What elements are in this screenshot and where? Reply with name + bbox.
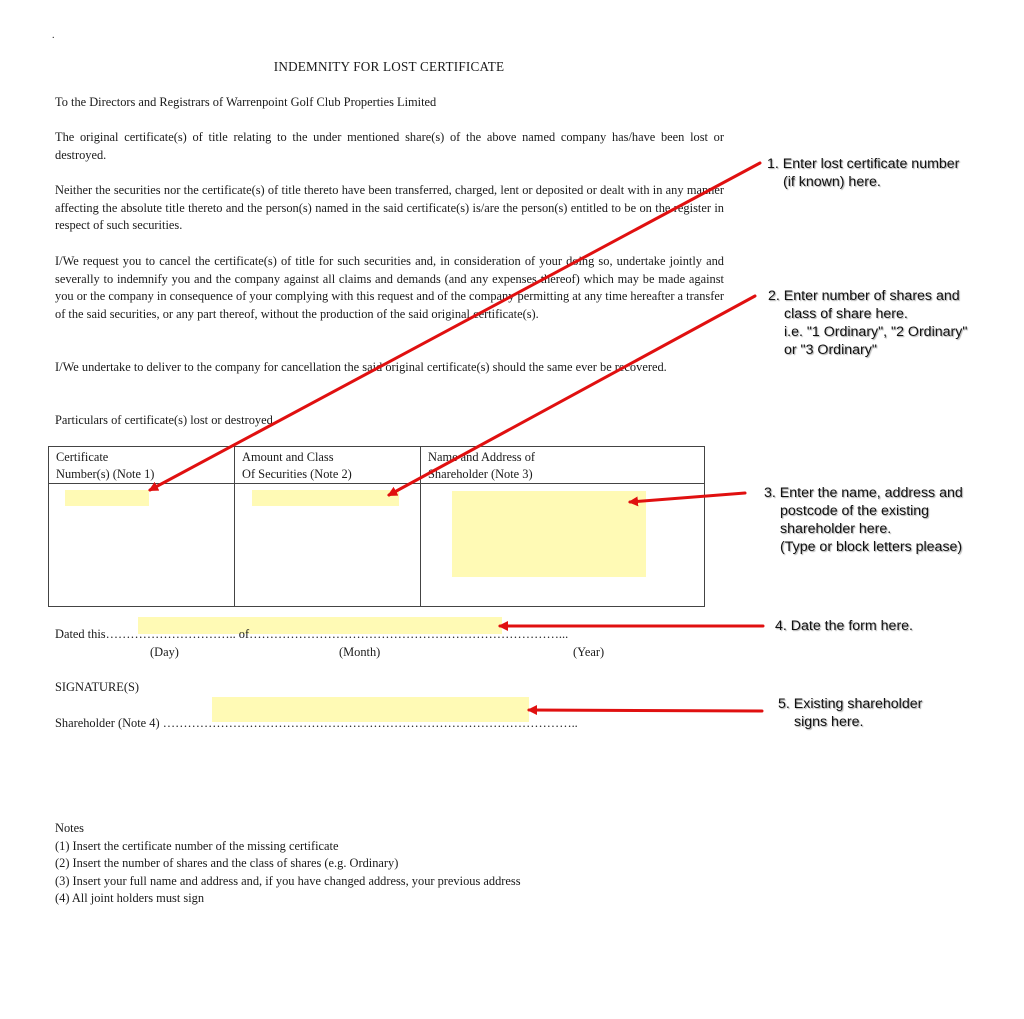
paragraph-lost: The original certificate(s) of title relating to the under mentioned share(s) of the above named company has/have been lost or destroyed. (55, 130, 724, 162)
instruction-3: 3. Enter the name, address and postcode of the existing shareholder here. (Type or block letters please) (764, 485, 963, 555)
table-column-divider (420, 447, 421, 606)
note-item: (2) Insert the number of shares and the class of shares (e.g. Ordinary) (55, 856, 399, 871)
paragraph-undertaking: I/We undertake to deliver to the company for cancellation the said original certificate(s) should the same ever be recovered. (55, 360, 667, 374)
instruction-5: 5. Existing shareholder signs here. (778, 696, 923, 730)
shareholder-signature-line: Shareholder (Note 4) ……………………………………………………………………………………….. (55, 716, 578, 730)
signatures-heading: SIGNATURE(S) (55, 680, 139, 694)
note-item: (3) Insert your full name and address and, if you have changed address, your previous address (55, 873, 521, 888)
table-header-certificate-number: Certificate Number(s) (Note 1) (56, 450, 155, 481)
note-item: (1) Insert the certificate number of the missing certificate (55, 838, 339, 853)
instruction-4: 4. Date the form here. (775, 618, 914, 634)
dated-day-label: (Day) (150, 645, 179, 659)
notes-heading: Notes (55, 821, 84, 835)
addressee-line: To the Directors and Registrars of Warrenpoint Golf Club Properties Limited (55, 95, 437, 109)
table-header-amount-class: Amount and Class Of Securities (Note 2) (242, 450, 352, 481)
amount-class-field[interactable] (252, 490, 399, 506)
certificate-number-field[interactable] (65, 490, 149, 506)
table-column-divider (234, 447, 235, 606)
note-item: (4) All joint holders must sign (55, 891, 205, 906)
table-header-divider (49, 483, 704, 484)
dated-line: Dated this………………………….. of…………………………………………………………………... (55, 627, 569, 641)
document-title: INDEMNITY FOR LOST CERTIFICATE (273, 59, 505, 74)
instruction-1: 1. Enter lost certificate number (if known) here. (767, 156, 960, 190)
dated-year-label: (Year) (573, 645, 605, 659)
particulars-heading: Particulars of certificate(s) lost or destroyed (55, 413, 273, 427)
notes-section (55, 820, 521, 908)
dated-month-label: (Month) (339, 645, 381, 659)
instruction-2: 2. Enter number of shares and class of share here. i.e. "1 Ordinary", "2 Ordinary" or "3 Ordinary" (768, 288, 968, 358)
table-header-name-address: Name and Address of Shareholder (Note 3) (428, 450, 536, 481)
arrow-to-signature (529, 710, 762, 711)
stray-mark: . (52, 30, 55, 41)
paragraph-title-statement: Neither the securities nor the certificate(s) of title thereto have been transferred, charged, lent or deposited or dealt with in any manner affecting the absolute title thereto and the person(s) named in the said certificate(s) is/are the person(s) entitled to be on the register in respect of such securities. (55, 183, 724, 233)
shareholder-name-address-field[interactable] (452, 491, 646, 577)
paragraph-indemnity-request: I/We request you to cancel the certificate(s) of title for such securities and, in consideration of your doing so, undertake jointly and severally to indemnify you and the company against all claims and demands (and any expenses thereof) which may be made against you or the company in consequence of your complying with this request and of the company permitting at any time hereafter a transfer of the said securities, or any part thereof, without the production of the said original certificate(s). (55, 254, 724, 321)
